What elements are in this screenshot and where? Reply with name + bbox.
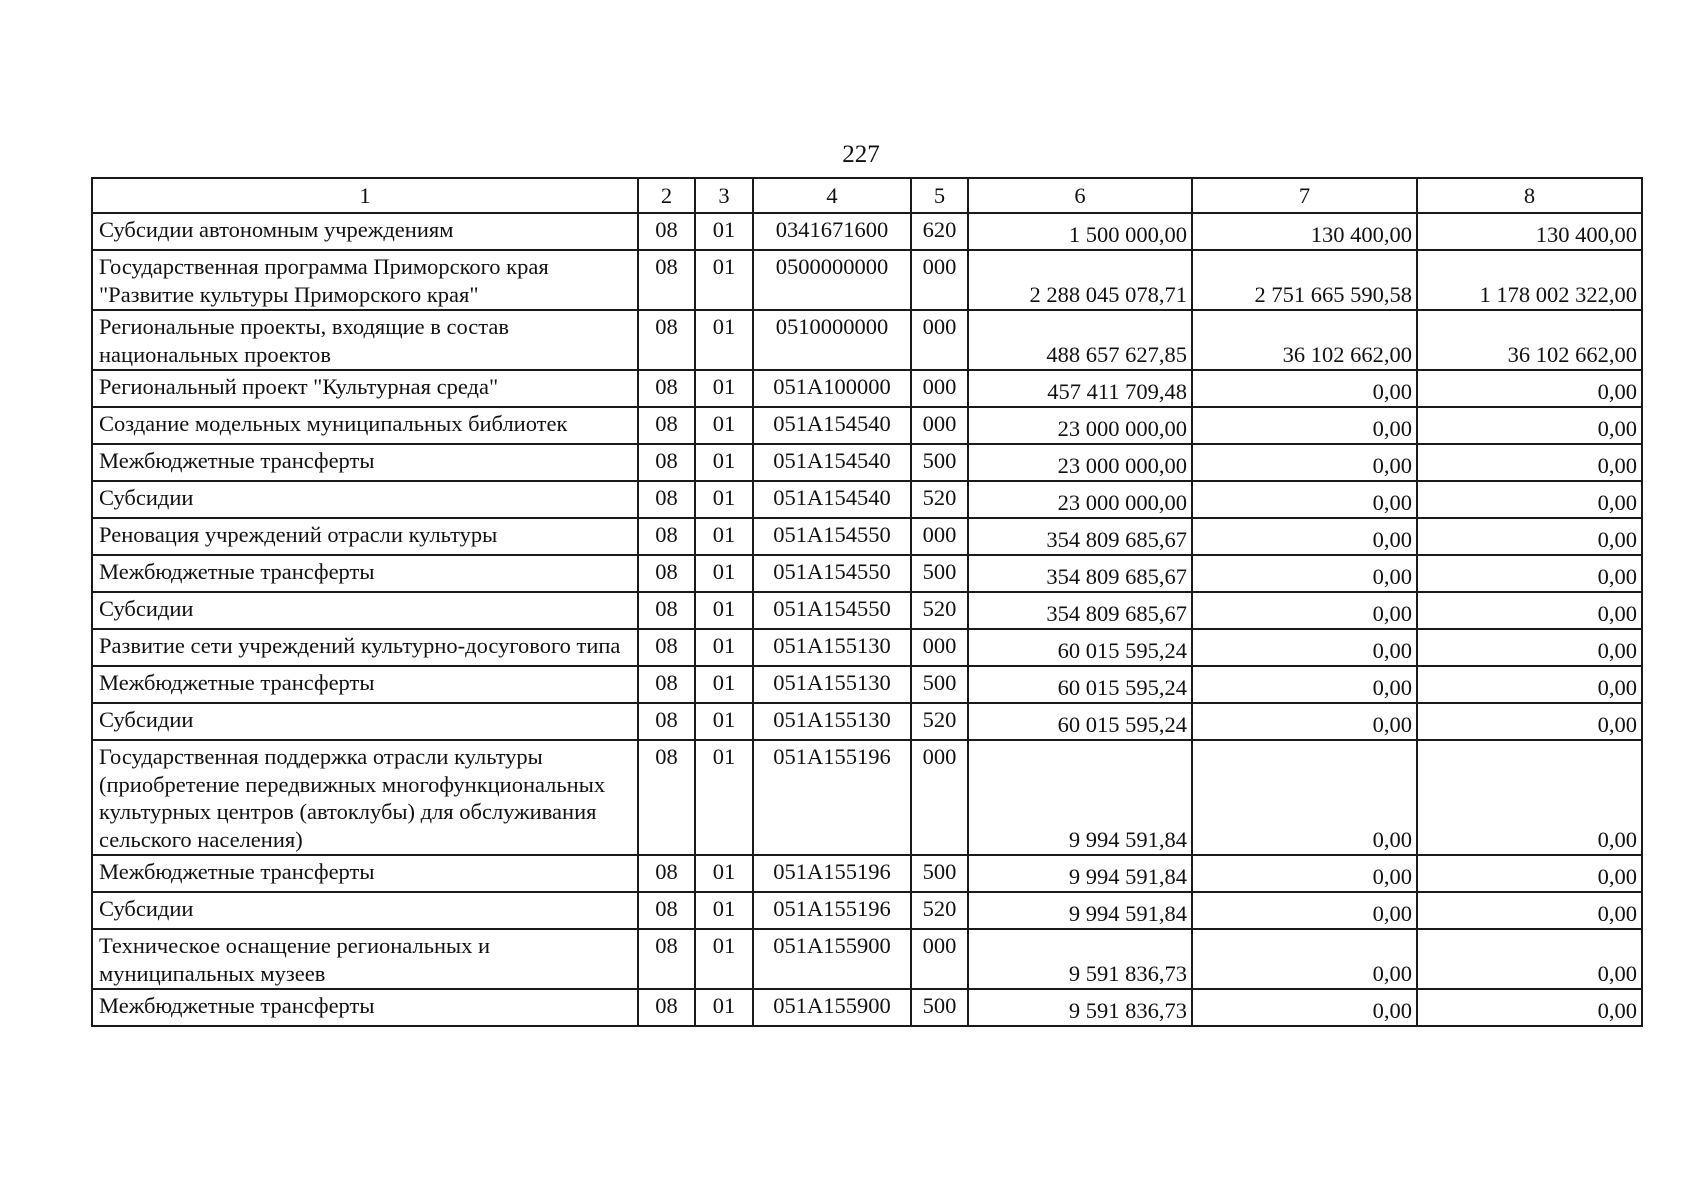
- item-name: Техническое оснащение региональных и муниципальных музеев: [92, 929, 638, 989]
- expense-type-code: 000: [911, 310, 968, 370]
- amount-col-8: 0,00: [1417, 666, 1642, 703]
- target-article-code: 051A155900: [753, 989, 911, 1026]
- subsection-code: 01: [695, 629, 753, 666]
- section-code: 08: [638, 629, 695, 666]
- amount-col-7: 0,00: [1192, 370, 1417, 407]
- section-code: 08: [638, 592, 695, 629]
- expense-type-code: 000: [911, 629, 968, 666]
- expense-type-code: 520: [911, 481, 968, 518]
- amount-col-6: 9 994 591,84: [968, 892, 1192, 929]
- target-article-code: 0500000000: [753, 250, 911, 310]
- target-article-code: 051A100000: [753, 370, 911, 407]
- table-row: [92, 740, 1642, 855]
- amount-col-6: 488 657 627,85: [968, 310, 1192, 370]
- expense-type-code: 000: [911, 929, 968, 989]
- amount-col-6: 354 809 685,67: [968, 518, 1192, 555]
- subsection-code: 01: [695, 250, 753, 310]
- item-name: Создание модельных муниципальных библиотек: [92, 407, 638, 444]
- section-code: 08: [638, 407, 695, 444]
- amount-col-8: 1 178 002 322,00: [1417, 250, 1642, 310]
- amount-col-6: 60 015 595,24: [968, 629, 1192, 666]
- item-name: Государственная поддержка отрасли культуры (приобретение передвижных многофункциональных культурных центров (автоклубы) для обслуживания сельского населения): [92, 740, 638, 855]
- amount-col-7: 0,00: [1192, 892, 1417, 929]
- expense-type-code: 520: [911, 592, 968, 629]
- item-name: Межбюджетные трансферты: [92, 555, 638, 592]
- page-number: 227: [842, 141, 880, 168]
- amount-col-6: 9 591 836,73: [968, 989, 1192, 1026]
- target-article-code: 051A155196: [753, 740, 911, 855]
- section-code: 08: [638, 250, 695, 310]
- column-header-7: 7: [1192, 178, 1417, 213]
- table-row: [92, 370, 1642, 407]
- amount-col-7: 0,00: [1192, 444, 1417, 481]
- amount-col-8: 0,00: [1417, 407, 1642, 444]
- table-row: [92, 481, 1642, 518]
- target-article-code: 051A154550: [753, 592, 911, 629]
- subsection-code: 01: [695, 213, 753, 250]
- item-name: Субсидии: [92, 481, 638, 518]
- item-name: Государственная программа Приморского края "Развитие культуры Приморского края": [92, 250, 638, 310]
- amount-col-6: 354 809 685,67: [968, 592, 1192, 629]
- amount-col-8: 0,00: [1417, 929, 1642, 989]
- section-code: 08: [638, 929, 695, 989]
- table-row: [92, 555, 1642, 592]
- table-row: [92, 703, 1642, 740]
- amount-col-6: 23 000 000,00: [968, 444, 1192, 481]
- subsection-code: 01: [695, 855, 753, 892]
- amount-col-7: 0,00: [1192, 703, 1417, 740]
- expense-type-code: 520: [911, 892, 968, 929]
- item-name: Региональный проект "Культурная среда": [92, 370, 638, 407]
- expense-type-code: 500: [911, 444, 968, 481]
- section-code: 08: [638, 213, 695, 250]
- item-name: Реновация учреждений отрасли культуры: [92, 518, 638, 555]
- amount-col-6: 457 411 709,48: [968, 370, 1192, 407]
- target-article-code: 0341671600: [753, 213, 911, 250]
- table-row: [92, 407, 1642, 444]
- table-row: [92, 592, 1642, 629]
- item-name: Межбюджетные трансферты: [92, 989, 638, 1026]
- amount-col-8: 36 102 662,00: [1417, 310, 1642, 370]
- target-article-code: 051A155130: [753, 703, 911, 740]
- amount-col-7: 0,00: [1192, 740, 1417, 855]
- amount-col-8: 0,00: [1417, 892, 1642, 929]
- amount-col-7: 0,00: [1192, 929, 1417, 989]
- amount-col-6: 9 994 591,84: [968, 740, 1192, 855]
- amount-col-6: 1 500 000,00: [968, 213, 1192, 250]
- amount-col-7: 0,00: [1192, 629, 1417, 666]
- subsection-code: 01: [695, 370, 753, 407]
- section-code: 08: [638, 310, 695, 370]
- amount-col-8: 130 400,00: [1417, 213, 1642, 250]
- subsection-code: 01: [695, 666, 753, 703]
- amount-col-6: 9 591 836,73: [968, 929, 1192, 989]
- amount-col-7: 0,00: [1192, 518, 1417, 555]
- table-row: [92, 666, 1642, 703]
- target-article-code: 051A154540: [753, 481, 911, 518]
- table-row: [92, 213, 1642, 250]
- subsection-code: 01: [695, 555, 753, 592]
- amount-col-8: 0,00: [1417, 444, 1642, 481]
- amount-col-6: 23 000 000,00: [968, 407, 1192, 444]
- table-row: [92, 892, 1642, 929]
- subsection-code: 01: [695, 740, 753, 855]
- target-article-code: 051A155196: [753, 855, 911, 892]
- amount-col-7: 0,00: [1192, 666, 1417, 703]
- section-code: 08: [638, 555, 695, 592]
- table-row: [92, 855, 1642, 892]
- subsection-code: 01: [695, 481, 753, 518]
- expense-type-code: 500: [911, 855, 968, 892]
- expense-type-code: 000: [911, 740, 968, 855]
- amount-col-7: 0,00: [1192, 592, 1417, 629]
- expense-type-code: 500: [911, 989, 968, 1026]
- table-row: [92, 250, 1642, 310]
- target-article-code: 051A155130: [753, 629, 911, 666]
- target-article-code: 051A154540: [753, 407, 911, 444]
- amount-col-7: 130 400,00: [1192, 213, 1417, 250]
- amount-col-8: 0,00: [1417, 703, 1642, 740]
- amount-col-8: 0,00: [1417, 629, 1642, 666]
- budget-table: [91, 177, 1643, 1027]
- expense-type-code: 000: [911, 370, 968, 407]
- target-article-code: 051A155900: [753, 929, 911, 989]
- target-article-code: 051A155196: [753, 892, 911, 929]
- item-name: Субсидии: [92, 892, 638, 929]
- item-name: Межбюджетные трансферты: [92, 855, 638, 892]
- subsection-code: 01: [695, 703, 753, 740]
- expense-type-code: 500: [911, 666, 968, 703]
- subsection-code: 01: [695, 518, 753, 555]
- amount-col-7: 36 102 662,00: [1192, 310, 1417, 370]
- table-row: [92, 629, 1642, 666]
- table-row: [92, 310, 1642, 370]
- amount-col-8: 0,00: [1417, 555, 1642, 592]
- expense-type-code: 500: [911, 555, 968, 592]
- table-row: [92, 444, 1642, 481]
- section-code: 08: [638, 855, 695, 892]
- target-article-code: 0510000000: [753, 310, 911, 370]
- section-code: 08: [638, 740, 695, 855]
- expense-type-code: 000: [911, 250, 968, 310]
- section-code: 08: [638, 666, 695, 703]
- section-code: 08: [638, 892, 695, 929]
- amount-col-6: 60 015 595,24: [968, 703, 1192, 740]
- item-name: Субсидии автономным учреждениям: [92, 213, 638, 250]
- amount-col-7: 2 751 665 590,58: [1192, 250, 1417, 310]
- expense-type-code: 000: [911, 518, 968, 555]
- expense-type-code: 620: [911, 213, 968, 250]
- target-article-code: 051A154540: [753, 444, 911, 481]
- column-header-1: 1: [92, 178, 638, 213]
- column-header-5: 5: [911, 178, 968, 213]
- table-row: [92, 929, 1642, 989]
- amount-col-8: 0,00: [1417, 481, 1642, 518]
- subsection-code: 01: [695, 407, 753, 444]
- subsection-code: 01: [695, 989, 753, 1026]
- column-header-3: 3: [695, 178, 753, 213]
- target-article-code: 051A154550: [753, 555, 911, 592]
- subsection-code: 01: [695, 310, 753, 370]
- amount-col-6: 354 809 685,67: [968, 555, 1192, 592]
- amount-col-8: 0,00: [1417, 592, 1642, 629]
- column-header-4: 4: [753, 178, 911, 213]
- amount-col-6: 60 015 595,24: [968, 666, 1192, 703]
- amount-col-7: 0,00: [1192, 481, 1417, 518]
- subsection-code: 01: [695, 892, 753, 929]
- item-name: Развитие сети учреждений культурно-досугового типа: [92, 629, 638, 666]
- item-name: Межбюджетные трансферты: [92, 666, 638, 703]
- column-header-6: 6: [968, 178, 1192, 213]
- amount-col-7: 0,00: [1192, 407, 1417, 444]
- amount-col-8: 0,00: [1417, 989, 1642, 1026]
- amount-col-6: 23 000 000,00: [968, 481, 1192, 518]
- target-article-code: 051A155130: [753, 666, 911, 703]
- item-name: Межбюджетные трансферты: [92, 444, 638, 481]
- section-code: 08: [638, 481, 695, 518]
- amount-col-8: 0,00: [1417, 370, 1642, 407]
- expense-type-code: 520: [911, 703, 968, 740]
- expense-type-code: 000: [911, 407, 968, 444]
- table-row: [92, 518, 1642, 555]
- section-code: 08: [638, 703, 695, 740]
- amount-col-7: 0,00: [1192, 989, 1417, 1026]
- column-header-8: 8: [1417, 178, 1642, 213]
- subsection-code: 01: [695, 444, 753, 481]
- subsection-code: 01: [695, 592, 753, 629]
- amount-col-8: 0,00: [1417, 855, 1642, 892]
- section-code: 08: [638, 370, 695, 407]
- subsection-code: 01: [695, 929, 753, 989]
- target-article-code: 051A154550: [753, 518, 911, 555]
- amount-col-8: 0,00: [1417, 740, 1642, 855]
- column-header-2: 2: [638, 178, 695, 213]
- amount-col-8: 0,00: [1417, 518, 1642, 555]
- header-row: [92, 178, 1642, 213]
- amount-col-6: 9 994 591,84: [968, 855, 1192, 892]
- table-row: [92, 989, 1642, 1026]
- item-name: Субсидии: [92, 703, 638, 740]
- table-body: [92, 213, 1642, 1026]
- amount-col-7: 0,00: [1192, 555, 1417, 592]
- item-name: Региональные проекты, входящие в состав национальных проектов: [92, 310, 638, 370]
- section-code: 08: [638, 518, 695, 555]
- amount-col-6: 2 288 045 078,71: [968, 250, 1192, 310]
- item-name: Субсидии: [92, 592, 638, 629]
- section-code: 08: [638, 444, 695, 481]
- amount-col-7: 0,00: [1192, 855, 1417, 892]
- section-code: 08: [638, 989, 695, 1026]
